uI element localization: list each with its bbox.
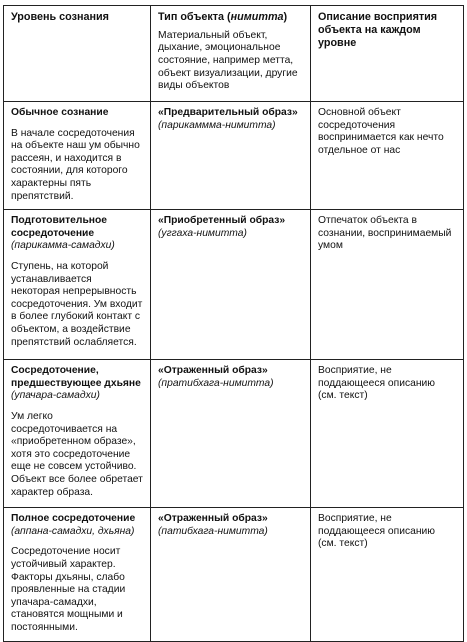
table-row — [4, 210, 464, 360]
level-cell — [4, 210, 151, 360]
object-cell — [151, 210, 311, 360]
column-note-object-examples: Материальный объект, дыхание, эмоциональное состояние, например метта, объект визуализации, другие виды объектов — [158, 29, 298, 92]
object-cell — [151, 360, 311, 508]
level-term: (аппана-самадхи, дхьяна) — [11, 525, 135, 537]
object-name: «Предварительный образ» — [158, 107, 298, 118]
column-title-object-type-a: Тип объекта ( — [158, 11, 231, 23]
perception-text: Основной объект сосредоточения воспринимается как нечто отдельное от нас — [318, 107, 444, 156]
perception-cell — [311, 360, 464, 508]
header-cell-object-type — [151, 6, 311, 102]
perception-text: Отпечаток объекта в сознании, воспринимаемый умом — [318, 215, 452, 252]
table-row — [4, 508, 464, 641]
level-cell — [4, 102, 151, 210]
object-term: (пратибхага-нимитта) — [158, 377, 274, 389]
perception-cell — [311, 210, 464, 360]
perception-cell — [311, 102, 464, 210]
level-name: Полное сосредоточение — [11, 513, 136, 525]
table-row — [4, 102, 464, 210]
level-description: Ступень, на которой устанавливается некоторая непрерывность сосредоточения. Ум входит в более глубокий контакт с объектом, а воздействие препятствий ослабляется. — [11, 260, 143, 348]
perception-cell — [311, 508, 464, 641]
level-cell — [4, 508, 151, 641]
level-name: Сосредоточение, предшествующее дхьяне — [11, 365, 141, 389]
object-cell — [151, 102, 311, 210]
object-name: «Отраженный образ» — [158, 513, 268, 525]
object-name: «Приобретенный образ» — [158, 215, 286, 227]
perception-text: Восприятие, не поддающееся описанию (см. текст) — [318, 365, 436, 402]
column-title-object-type-c: ) — [283, 11, 288, 23]
level-name: Обычное сознание — [11, 107, 109, 118]
consciousness-levels-table — [3, 5, 464, 642]
header-cell-level — [4, 6, 151, 102]
column-title-perception: Описание восприятия объекта на каждом уровне — [318, 11, 438, 49]
level-name: Подготовительное сосредоточение — [11, 215, 108, 239]
header-cell-perception — [311, 6, 464, 102]
level-description: Сосредоточение носит устойчивый характер. Факторы дхьяны, слабо проявленные на стадии упачара-самадхи, становятся мощными и постоянными. — [11, 546, 126, 633]
column-title-level: Уровень сознания — [11, 11, 109, 23]
perception-text: Восприятие, не поддающееся описанию (см. текст) — [318, 513, 436, 550]
object-name: «Отраженный образ» — [158, 365, 268, 377]
object-cell — [151, 508, 311, 641]
object-term: (патибхага-нимитта) — [158, 525, 268, 537]
column-title-object-type — [158, 11, 303, 24]
level-term: (упачара-самадхи) — [11, 390, 100, 402]
level-term: (парикамма-самадхи) — [11, 240, 115, 252]
object-term: (уггаха-нимитта) — [158, 227, 247, 239]
level-description: Ум легко сосредоточивается на «приобретенном образе», хотя это сосредоточение еще не совсем устойчиво. Объект все более обретает характер образа. — [11, 410, 143, 498]
table-header-row — [4, 6, 464, 102]
table-row — [4, 360, 464, 508]
level-cell — [4, 360, 151, 508]
column-title-object-type-term: нимитта — [230, 11, 284, 23]
level-description: В начале сосредоточения на объекте наш ум обычно рассеян, и находится в состоянии, для которого характерны пять препятствий. — [11, 127, 140, 202]
object-term: (парикаммма-нимитта) — [158, 119, 276, 131]
